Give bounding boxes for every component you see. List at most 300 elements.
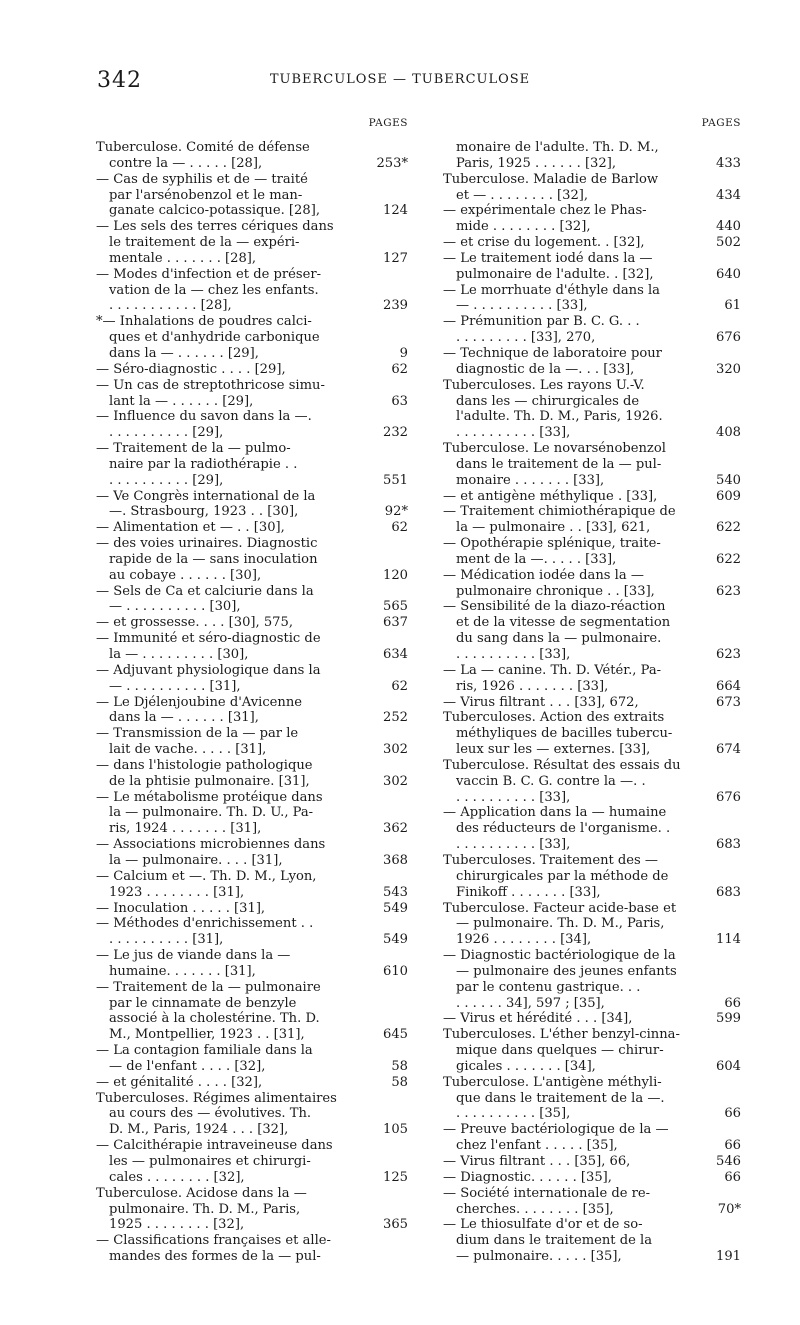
entry-page-ref: 66 bbox=[724, 1138, 741, 1154]
entry-page-ref: 105 bbox=[383, 1122, 408, 1138]
entry-line: dans les — chirurgicales de bbox=[456, 393, 640, 409]
entry-line: Tuberculose. Maladie de Barlow bbox=[443, 171, 659, 187]
entry-text bbox=[96, 663, 362, 695]
entry-page-ref: 440 bbox=[716, 219, 741, 235]
entry-text bbox=[443, 1217, 695, 1265]
entry-text bbox=[443, 314, 695, 346]
entry-line: monaire de l'adulte. Th. D. M., bbox=[456, 140, 659, 155]
index-entry bbox=[443, 441, 741, 489]
entry-line: Tuberculoses. Traitement des — bbox=[443, 852, 659, 868]
index-entry bbox=[443, 948, 741, 1011]
entry-text bbox=[443, 695, 695, 711]
index-entry bbox=[443, 251, 741, 283]
entry-text bbox=[96, 980, 362, 1043]
running-head: TUBERCULOSE — TUBERCULOSE bbox=[269, 72, 531, 87]
entry-page-ref: 70* bbox=[717, 1201, 741, 1217]
entry-page-ref: 114 bbox=[716, 932, 741, 948]
entry-page-ref: 676 bbox=[716, 330, 741, 346]
entry-text bbox=[96, 314, 362, 362]
entry-line: — Immunité et séro-diagnostic de bbox=[96, 631, 321, 647]
entry-line: — Influence du savon dans la —. bbox=[96, 409, 312, 425]
entry-text bbox=[96, 726, 362, 758]
entry-page-ref: 302 bbox=[383, 742, 408, 758]
entry-line: vation de la — chez les enfants. bbox=[109, 282, 319, 298]
entry-text bbox=[96, 409, 362, 441]
entry-line: — Adjuvant physiologique dans la bbox=[96, 662, 321, 678]
entry-text bbox=[96, 615, 362, 631]
index-entry bbox=[96, 172, 408, 220]
index-entry bbox=[96, 663, 408, 695]
entry-page-ref: 66 bbox=[724, 1169, 741, 1185]
entry-page-ref: 645 bbox=[383, 1027, 408, 1043]
entry-page-ref: 502 bbox=[716, 235, 741, 251]
entry-page-ref: 674 bbox=[716, 742, 741, 758]
entry-line: — Le traitement iodé dans la — bbox=[443, 250, 653, 266]
entry-line: du sang dans la — pulmonaire. bbox=[456, 631, 662, 647]
index-entry bbox=[96, 1043, 408, 1075]
entry-line: lant la — . . . . . . [29], bbox=[109, 393, 254, 409]
entry-line: . . . . . . . . . . [33], bbox=[456, 789, 571, 805]
entry-line: — Alimentation et — . . [30], bbox=[96, 520, 285, 536]
index-entry bbox=[96, 314, 408, 362]
entry-line: lait de vache. . . . . [31], bbox=[109, 742, 267, 758]
entry-line: . . . . . . . . . . [29], bbox=[109, 425, 224, 441]
entry-line: — Opothérapie splénique, traite- bbox=[443, 536, 661, 552]
entry-line: Tuberculose. Facteur acide-base et bbox=[443, 900, 677, 916]
entry-text bbox=[443, 536, 695, 568]
entry-line: de la phtisie pulmonaire. [31], bbox=[109, 773, 310, 789]
entry-page-ref: 622 bbox=[716, 551, 741, 567]
entry-page-ref: 62 bbox=[391, 361, 408, 377]
index-entry bbox=[96, 726, 408, 758]
entry-line: — Diagnostic. . . . . . [35], bbox=[443, 1169, 612, 1185]
entry-page-ref: 640 bbox=[716, 266, 741, 282]
entry-line: — Traitement chimiothérapique de bbox=[443, 504, 676, 520]
entry-line: — Médication iodée dans la — bbox=[443, 567, 644, 583]
entry-line: 1923 . . . . . . . . [31], bbox=[109, 884, 245, 900]
entry-line: Tuberculose. Le novarsénobenzol bbox=[443, 441, 666, 457]
index-entry bbox=[96, 1186, 408, 1234]
entry-line: Finikoff . . . . . . . [33], bbox=[456, 884, 601, 900]
index-entry bbox=[96, 980, 408, 1043]
entry-page-ref: 58 bbox=[391, 1074, 408, 1090]
entry-page-ref: 92* bbox=[384, 504, 408, 520]
entry-line: . . . . . . . . . . . [28], bbox=[109, 298, 232, 314]
entry-line: — Application dans la — humaine bbox=[443, 805, 667, 821]
entry-text bbox=[443, 663, 695, 695]
entry-text bbox=[443, 140, 695, 172]
entry-page-ref: 434 bbox=[716, 187, 741, 203]
entry-line: . . . . . . . . . . [33], bbox=[456, 647, 571, 662]
entry-line: monaire . . . . . . . [33], bbox=[456, 472, 605, 488]
entry-line: — Prémunition par B. C. G. . . bbox=[443, 314, 640, 330]
entry-page-ref: 673 bbox=[716, 694, 741, 710]
entry-line: . . . . . . . . . . [31], bbox=[109, 932, 224, 948]
entry-line: — . . . . . . . . . . [31], bbox=[109, 678, 241, 694]
entry-line: — Sels de Ca et calciurie dans la bbox=[96, 583, 314, 599]
entry-text bbox=[96, 1233, 362, 1265]
entry-line: — Associations microbiennes dans bbox=[96, 837, 326, 853]
entry-line: ment de la —. . . . . [33], bbox=[456, 551, 617, 567]
entry-line: Tuberculoses. Régimes alimentaires bbox=[96, 1090, 337, 1106]
entry-text bbox=[443, 1075, 695, 1123]
entry-text bbox=[443, 901, 695, 949]
index-entry bbox=[443, 805, 741, 853]
index-entry bbox=[96, 140, 408, 172]
page-number: 342 bbox=[97, 68, 142, 93]
entry-line: gicales . . . . . . . [34], bbox=[456, 1058, 596, 1074]
entry-line: . . . . . . . . . . [33], bbox=[456, 425, 571, 441]
index-entry bbox=[443, 504, 741, 536]
entry-line: les — pulmonaires et chirurgi- bbox=[109, 1154, 311, 1169]
entry-text bbox=[96, 695, 362, 727]
entry-line: par l'arsénobenzol et le man- bbox=[109, 187, 303, 203]
entry-page-ref: 62 bbox=[391, 678, 408, 694]
entry-line: . . . . . . . . . . [35], bbox=[456, 1106, 571, 1122]
index-entry bbox=[96, 695, 408, 727]
index-entry bbox=[443, 346, 741, 378]
entry-text bbox=[443, 758, 695, 806]
index-entry bbox=[96, 409, 408, 441]
entry-page-ref: 634 bbox=[383, 647, 408, 662]
entry-text bbox=[443, 568, 695, 600]
index-entry bbox=[443, 568, 741, 600]
entry-page-ref: 252 bbox=[383, 710, 408, 726]
entry-text bbox=[96, 837, 362, 869]
entry-line: Tuberculose. Résultat des essais du bbox=[443, 757, 681, 773]
entry-page-ref: 599 bbox=[716, 1011, 741, 1027]
entry-line: associé à la cholestérine. Th. D. bbox=[109, 1011, 320, 1027]
entry-line: pulmonaire chronique . . [33], bbox=[456, 583, 655, 599]
entry-line: la — pulmonaire. Th. D. U., Pa- bbox=[109, 805, 314, 821]
entry-page-ref: 232 bbox=[383, 425, 408, 441]
entry-text bbox=[96, 362, 362, 378]
entry-text bbox=[96, 520, 362, 536]
index-entry bbox=[96, 615, 408, 631]
entry-line: . . . . . . . . . [33], 270, bbox=[456, 330, 596, 346]
entry-text bbox=[443, 948, 695, 1011]
entry-line: — Le morrhuate d'éthyle dans la bbox=[443, 282, 660, 298]
entry-line: — . . . . . . . . . . [30], bbox=[109, 599, 241, 615]
index-entry bbox=[96, 1075, 408, 1091]
entry-page-ref: 433 bbox=[716, 155, 741, 171]
index-entry bbox=[443, 1011, 741, 1027]
entry-line: Tuberculoses. Les rayons U.-V. bbox=[443, 377, 645, 393]
entry-line: l'adulte. Th. D. M., Paris, 1926. bbox=[456, 409, 663, 425]
entry-line: au cobaye . . . . . . [30], bbox=[109, 567, 262, 583]
right-entry-list bbox=[443, 140, 741, 1265]
entry-line: Tuberculoses. Action des extraits bbox=[443, 710, 665, 726]
entry-line: D. M., Paris, 1924 . . . [32], bbox=[109, 1122, 289, 1138]
entry-page-ref: 125 bbox=[383, 1169, 408, 1185]
entry-line: Paris, 1925 . . . . . . [32], bbox=[456, 155, 616, 171]
entry-line: dans la — . . . . . . [29], bbox=[109, 345, 259, 361]
entry-text bbox=[443, 1011, 695, 1027]
entry-text bbox=[443, 1186, 695, 1218]
entry-line: mide . . . . . . . . [32], bbox=[456, 219, 591, 235]
entry-line: — Le Djélenjoubine d'Avicenne bbox=[96, 694, 303, 710]
entry-line: . . . . . . . . . . [33], bbox=[456, 837, 571, 853]
entry-line: leux sur les — externes. [33], bbox=[456, 742, 651, 758]
entry-line: Tuberculose. L'antigène méthyli- bbox=[443, 1074, 662, 1090]
entry-line: méthyliques de bacilles tubercu- bbox=[456, 726, 673, 742]
entry-text bbox=[443, 1027, 695, 1075]
index-entry bbox=[96, 489, 408, 521]
index-entry bbox=[96, 441, 408, 489]
index-entry bbox=[96, 790, 408, 838]
index-entry bbox=[443, 1186, 741, 1218]
entry-text bbox=[443, 1154, 695, 1170]
entry-text bbox=[443, 378, 695, 441]
index-entry bbox=[443, 1154, 741, 1170]
index-entry bbox=[96, 1233, 408, 1265]
entry-page-ref: 551 bbox=[383, 472, 408, 488]
index-entry bbox=[443, 1027, 741, 1075]
entry-page-ref: 61 bbox=[724, 298, 741, 314]
entry-page-ref: 365 bbox=[383, 1217, 408, 1233]
entry-line: par le contenu gastrique. . . bbox=[456, 979, 641, 995]
index-entry bbox=[443, 599, 741, 662]
entry-line: le traitement de la — expéri- bbox=[109, 235, 300, 251]
entry-text bbox=[443, 283, 695, 315]
entry-page-ref: 637 bbox=[383, 615, 408, 631]
entry-line: — Modes d'infection et de préser- bbox=[96, 266, 322, 282]
entry-page-ref: 664 bbox=[716, 678, 741, 694]
index-entry bbox=[443, 283, 741, 315]
entry-text bbox=[96, 267, 362, 315]
entry-line: — La contagion familiale dans la bbox=[96, 1043, 313, 1059]
entry-text bbox=[443, 203, 695, 235]
entry-line: — et grossesse. . . . [30], 575, bbox=[96, 615, 293, 631]
index-entry bbox=[443, 489, 741, 505]
entry-line: — et génitalité . . . . [32], bbox=[96, 1074, 263, 1090]
entry-page-ref: 124 bbox=[383, 203, 408, 219]
index-entry bbox=[96, 1138, 408, 1186]
entry-line: — pulmonaire. Th. D. M., Paris, bbox=[456, 916, 665, 932]
entry-text bbox=[96, 378, 362, 410]
entry-page-ref: 58 bbox=[391, 1058, 408, 1074]
index-entry bbox=[443, 235, 741, 251]
entry-line: — Société internationale de re- bbox=[443, 1185, 651, 1201]
entry-text bbox=[96, 948, 362, 980]
entry-text bbox=[443, 599, 695, 662]
right-column bbox=[443, 116, 741, 1265]
entry-line: cherches. . . . . . . . [35], bbox=[456, 1201, 614, 1217]
entry-line: Tuberculose. Acidose dans la — bbox=[96, 1185, 307, 1201]
index-entry bbox=[443, 172, 741, 204]
entry-line: M., Montpellier, 1923 . . [31], bbox=[109, 1027, 305, 1043]
entry-line: — et antigène méthylique . [33], bbox=[443, 488, 658, 504]
entry-text bbox=[96, 1138, 362, 1186]
entry-line: Tuberculose. Comité de défense bbox=[96, 140, 310, 155]
entry-line: mentale . . . . . . . [28], bbox=[109, 250, 257, 266]
entry-page-ref: 622 bbox=[716, 520, 741, 536]
entry-line: ques et d'anhydride carbonique bbox=[109, 330, 320, 346]
entry-text bbox=[96, 869, 362, 901]
entry-line: . . . . . . 34], 597 ; [35], bbox=[456, 995, 605, 1011]
entry-line: — Virus filtrant . . . [35], 66, bbox=[443, 1154, 631, 1169]
entry-page-ref: 120 bbox=[383, 567, 408, 583]
entry-page-ref: 66 bbox=[724, 995, 741, 1011]
entry-text bbox=[443, 805, 695, 853]
entry-line: 1926 . . . . . . . . [34], bbox=[456, 932, 592, 948]
entry-text bbox=[96, 584, 362, 616]
entry-line: — Classifications françaises et alle- bbox=[96, 1233, 331, 1249]
entry-line: *— Inhalations de poudres calci- bbox=[96, 314, 312, 330]
entry-page-ref: 302 bbox=[383, 773, 408, 789]
index-entry bbox=[96, 584, 408, 616]
entry-line: — Séro-diagnostic . . . . [29], bbox=[96, 361, 286, 377]
entry-text bbox=[443, 441, 695, 489]
entry-text bbox=[443, 1122, 695, 1154]
entry-text bbox=[96, 1075, 362, 1091]
entry-text bbox=[96, 1186, 362, 1234]
entry-line: ganate calcico-potassique. [28], bbox=[109, 203, 320, 219]
entry-line: — Virus filtrant . . . [33], 672, bbox=[443, 694, 639, 710]
entry-line: — pulmonaire des jeunes enfants bbox=[456, 963, 677, 979]
entry-line: — et crise du logement. . [32], bbox=[443, 235, 645, 251]
entry-line: contre la — . . . . . [28], bbox=[109, 155, 263, 171]
entry-line: mique dans quelques — chirur- bbox=[456, 1043, 664, 1059]
entry-page-ref: 253* bbox=[376, 155, 408, 171]
entry-line: — pulmonaire. . . . . [35], bbox=[456, 1249, 622, 1265]
index-entry bbox=[96, 219, 408, 267]
entry-line: ris, 1924 . . . . . . . [31], bbox=[109, 821, 262, 837]
entry-text bbox=[443, 172, 695, 204]
entry-text bbox=[443, 346, 695, 378]
entry-line: la — pulmonaire . . [33], 621, bbox=[456, 520, 651, 536]
entry-line: — Calcithérapie intraveineuse dans bbox=[96, 1138, 333, 1154]
entry-page-ref: 543 bbox=[383, 884, 408, 900]
entry-line: — Traitement de la — pulmonaire bbox=[96, 979, 321, 995]
entry-page-ref: 66 bbox=[724, 1106, 741, 1122]
index-entry bbox=[96, 631, 408, 663]
entry-page-ref: 623 bbox=[716, 647, 741, 662]
entry-line: 1925 . . . . . . . . [32], bbox=[109, 1217, 245, 1233]
entry-text bbox=[443, 710, 695, 758]
entry-page-ref: 604 bbox=[716, 1058, 741, 1074]
entry-text bbox=[96, 536, 362, 584]
index-entry bbox=[443, 758, 741, 806]
entry-text bbox=[96, 441, 362, 489]
entry-text bbox=[443, 853, 695, 901]
entry-text bbox=[96, 631, 362, 663]
index-entry bbox=[443, 853, 741, 901]
entry-page-ref: 549 bbox=[383, 900, 408, 916]
entry-line: — . . . . . . . . . . [33], bbox=[456, 298, 588, 314]
index-entry bbox=[443, 663, 741, 695]
entry-page-ref: 63 bbox=[391, 393, 408, 409]
index-entry bbox=[96, 362, 408, 378]
index-entry bbox=[443, 536, 741, 568]
entry-line: au cours des — évolutives. Th. bbox=[109, 1106, 312, 1122]
entry-line: — Méthodes d'enrichissement . . bbox=[96, 916, 314, 932]
entry-text bbox=[96, 901, 362, 917]
entry-page-ref: 610 bbox=[383, 963, 408, 979]
entry-line: — Les sels des terres cériques dans bbox=[96, 219, 334, 235]
entry-page-ref: 408 bbox=[716, 425, 741, 441]
entry-line: — des voies urinaires. Diagnostic bbox=[96, 536, 318, 552]
index-entry bbox=[443, 695, 741, 711]
entry-text bbox=[443, 235, 695, 251]
entry-page-ref: 9 bbox=[399, 345, 408, 361]
entry-text bbox=[96, 916, 362, 948]
entry-line: — Le métabolisme protéique dans bbox=[96, 789, 323, 805]
entry-page-ref: 368 bbox=[383, 852, 408, 868]
entry-page-ref: 683 bbox=[716, 837, 741, 853]
entry-line: — Technique de laboratoire pour bbox=[443, 345, 662, 361]
entry-text bbox=[96, 1043, 362, 1075]
pages-label: PAGES bbox=[701, 117, 741, 129]
entry-page-ref: 623 bbox=[716, 583, 741, 599]
entry-line: pulmonaire de l'adulte. . [32], bbox=[456, 266, 654, 282]
entry-line: chirurgicales par la méthode de bbox=[456, 868, 669, 884]
entry-line: diagnostic de la —. . . [33], bbox=[456, 361, 635, 377]
entry-line: — Le jus de viande dans la — bbox=[96, 948, 291, 964]
pages-label: PAGES bbox=[368, 117, 408, 129]
entry-page-ref: 546 bbox=[716, 1154, 741, 1169]
index-entry bbox=[96, 837, 408, 869]
entry-line: — expérimentale chez le Phas- bbox=[443, 203, 647, 219]
entry-line: la — . . . . . . . . . [30], bbox=[109, 647, 249, 662]
entry-line: — de l'enfant . . . . [32], bbox=[109, 1058, 266, 1074]
entry-line: Tuberculoses. L'éther benzyl-cinna- bbox=[443, 1027, 680, 1043]
entry-line: — Virus et hérédité . . . [34], bbox=[443, 1011, 633, 1027]
entry-text bbox=[443, 489, 695, 505]
entry-line: — Le thiosulfate d'or et de so- bbox=[443, 1217, 643, 1233]
entry-line: — Transmission de la — par le bbox=[96, 726, 299, 742]
index-entry bbox=[96, 536, 408, 584]
index-entry bbox=[443, 140, 741, 172]
entry-line: par le cinnamate de benzyle bbox=[109, 995, 297, 1011]
index-entry bbox=[96, 758, 408, 790]
entry-page-ref: 191 bbox=[716, 1249, 741, 1265]
entry-line: — Diagnostic bactériologique de la bbox=[443, 948, 676, 964]
entry-line: — Ve Congrès international de la bbox=[96, 488, 316, 504]
index-entry bbox=[443, 1075, 741, 1123]
entry-text bbox=[443, 1170, 695, 1186]
entry-text bbox=[96, 758, 362, 790]
index-entry bbox=[96, 267, 408, 315]
index-entry bbox=[96, 948, 408, 980]
entry-page-ref: 565 bbox=[383, 599, 408, 615]
index-entry bbox=[96, 916, 408, 948]
entry-line: pulmonaire. Th. D. M., Paris, bbox=[109, 1201, 301, 1217]
left-pages-header bbox=[96, 116, 408, 140]
entry-line: cales . . . . . . . . [32], bbox=[109, 1169, 245, 1185]
entry-text bbox=[96, 219, 362, 267]
entry-page-ref: 362 bbox=[383, 821, 408, 837]
entry-line: dans le traitement de la — pul- bbox=[456, 456, 662, 472]
entry-line: — La — canine. Th. D. Vétér., Pa- bbox=[443, 662, 662, 678]
entry-page-ref: 239 bbox=[383, 298, 408, 314]
entry-page-ref: 62 bbox=[391, 520, 408, 536]
entry-line: — Preuve bactériologique de la — bbox=[443, 1122, 669, 1138]
entry-text bbox=[96, 172, 362, 220]
index-entry bbox=[443, 710, 741, 758]
index-entry bbox=[96, 901, 408, 917]
entry-text bbox=[443, 251, 695, 283]
entry-page-ref: 683 bbox=[716, 884, 741, 900]
entry-line: — Sensibilité de la diazo-réaction bbox=[443, 599, 666, 615]
entry-line: des réducteurs de l'organisme. . bbox=[456, 821, 671, 837]
entry-line: mandes des formes de la — pul- bbox=[109, 1249, 321, 1265]
entry-page-ref: 549 bbox=[383, 932, 408, 948]
right-pages-header bbox=[443, 116, 741, 140]
entry-page-ref: 540 bbox=[716, 472, 741, 488]
entry-line: — Un cas de streptothricose simu- bbox=[96, 377, 325, 393]
index-entry bbox=[96, 378, 408, 410]
